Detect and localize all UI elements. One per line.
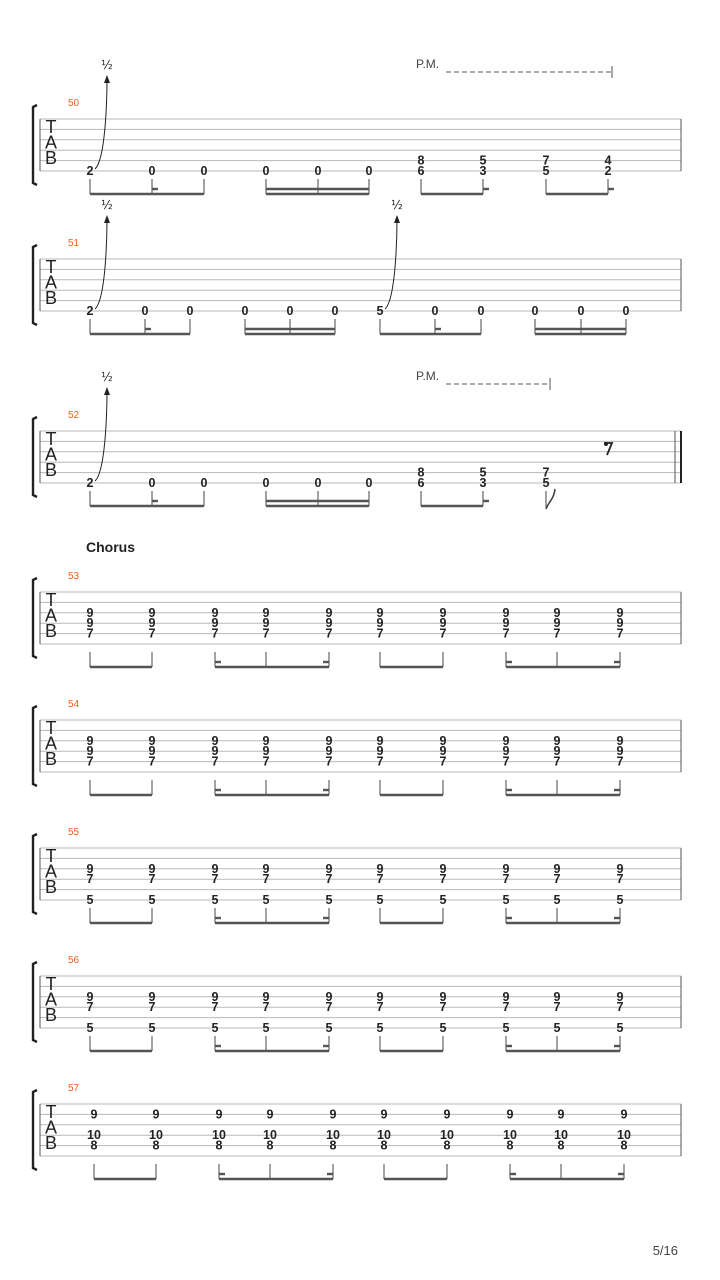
- fret-number: 5: [148, 893, 156, 907]
- fret-number: 3: [479, 476, 487, 490]
- fret-number: 9: [376, 861, 384, 876]
- fret-number: 7: [262, 754, 270, 769]
- palm-mute-label: P.M.: [416, 57, 440, 71]
- fret-number: 7: [376, 626, 384, 641]
- fret-number: 7: [439, 626, 447, 641]
- fret-number: 9: [325, 605, 333, 620]
- fret-number: 7: [376, 872, 384, 887]
- fret-number: 9: [90, 1107, 98, 1122]
- fret-number: 7: [86, 1000, 94, 1015]
- fret-number: 9: [553, 989, 561, 1004]
- fret-number: 9: [86, 989, 94, 1004]
- fret-number: 7: [542, 465, 550, 480]
- fret-number: 9: [439, 616, 447, 631]
- fret-number: 5: [376, 1021, 384, 1035]
- fret-number: 9: [325, 616, 333, 631]
- fret-number: 8: [380, 1138, 388, 1153]
- fret-number: 9: [380, 1107, 388, 1122]
- palm-mute-label: P.M.: [416, 369, 440, 383]
- fret-number: 7: [502, 754, 510, 769]
- fret-number: 0: [331, 304, 339, 318]
- fret-number: 6: [417, 476, 425, 490]
- system-bracket: [33, 706, 37, 786]
- fret-number: 0: [148, 164, 156, 178]
- fret-number: 0: [141, 304, 149, 318]
- fret-number: 7: [86, 872, 94, 887]
- fret-number: 7: [262, 1000, 270, 1015]
- fret-number: 8: [443, 1138, 451, 1153]
- fret-number: 9: [148, 744, 156, 759]
- fret-number: 9: [266, 1107, 274, 1122]
- page-number: 5/16: [652, 1243, 678, 1258]
- fret-number: 0: [241, 304, 249, 318]
- measure-number: 53: [68, 571, 80, 582]
- fret-number: 7: [376, 754, 384, 769]
- fret-number: 9: [439, 989, 447, 1004]
- fret-number: 9: [148, 861, 156, 876]
- fret-number: 10: [377, 1128, 391, 1143]
- fret-number: 5: [542, 164, 550, 178]
- fret-number: 9: [502, 616, 510, 631]
- fret-number: 7: [553, 754, 561, 769]
- tab-clef-letter: T: [45, 429, 57, 449]
- fret-number: 9: [211, 616, 219, 631]
- fret-number: 2: [86, 476, 94, 490]
- fret-number: 5: [502, 1021, 510, 1035]
- fret-number: 10: [617, 1128, 631, 1143]
- fret-number: 9: [262, 605, 270, 620]
- fret-number: 9: [211, 733, 219, 748]
- tab-system-53: [33, 539, 681, 667]
- tab-clef-letter: A: [44, 1117, 58, 1138]
- tab-system-50: [33, 57, 681, 194]
- system-bracket: [33, 105, 37, 185]
- fret-number: 5: [479, 153, 487, 168]
- tab-system-54: [33, 699, 681, 795]
- tab-clef-letter: T: [45, 1102, 57, 1122]
- bend-curve: [95, 79, 107, 169]
- fret-number: 9: [211, 744, 219, 759]
- fret-number: 5: [86, 893, 94, 907]
- fret-number: 5: [616, 1021, 624, 1035]
- fret-number: 0: [531, 304, 539, 318]
- fret-number: 9: [86, 616, 94, 631]
- fret-number: 5: [553, 1021, 561, 1035]
- note-flag: [546, 489, 555, 509]
- fret-number: 9: [211, 605, 219, 620]
- fret-number: 0: [431, 304, 439, 318]
- tab-clef-letter: T: [45, 974, 57, 994]
- fret-number: 0: [148, 476, 156, 490]
- fret-number: 9: [502, 733, 510, 748]
- fret-number: 5: [553, 893, 561, 907]
- fret-number: 9: [557, 1107, 565, 1122]
- fret-number: 3: [479, 164, 487, 178]
- fret-number: 9: [262, 744, 270, 759]
- fret-number: 9: [616, 861, 624, 876]
- tab-system-55: [33, 827, 681, 923]
- fret-number: 9: [553, 733, 561, 748]
- measure-number: 51: [68, 238, 80, 249]
- fret-number: 5: [262, 1021, 270, 1035]
- fret-number: 5: [439, 1021, 447, 1035]
- fret-number: 0: [314, 476, 322, 490]
- fret-number: 9: [325, 989, 333, 1004]
- fret-number: 9: [376, 744, 384, 759]
- fret-number: 7: [376, 1000, 384, 1015]
- tab-clef-letter: T: [45, 257, 57, 277]
- fret-number: 0: [365, 164, 373, 178]
- tab-clef-letter: A: [44, 733, 58, 754]
- fret-number: 8: [329, 1138, 337, 1153]
- system-bracket: [33, 962, 37, 1042]
- tab-clef-letter: A: [44, 132, 58, 153]
- fret-number: 9: [616, 733, 624, 748]
- fret-number: 0: [262, 476, 270, 490]
- fret-number: 7: [502, 872, 510, 887]
- fret-number: 10: [326, 1128, 340, 1143]
- fret-number: 5: [542, 476, 550, 490]
- fret-number: 5: [439, 893, 447, 907]
- tab-system-51: [33, 198, 681, 334]
- tab-clef-letter: A: [44, 861, 58, 882]
- fret-number: 10: [87, 1128, 101, 1143]
- fret-number: 8: [620, 1138, 628, 1153]
- fret-number: 0: [577, 304, 585, 318]
- tab-clef-letter: A: [44, 989, 58, 1010]
- fret-number: 9: [439, 605, 447, 620]
- tab-clef-letter: A: [44, 444, 58, 465]
- fret-number: 9: [325, 733, 333, 748]
- fret-number: 9: [215, 1107, 223, 1122]
- tab-clef-letter: T: [45, 846, 57, 866]
- measure-number: 52: [68, 410, 80, 421]
- fret-number: 9: [616, 605, 624, 620]
- fret-number: 7: [439, 1000, 447, 1015]
- fret-number: 7: [148, 872, 156, 887]
- fret-number: 9: [502, 989, 510, 1004]
- fret-number: 5: [376, 304, 384, 318]
- fret-number: 7: [502, 1000, 510, 1015]
- system-bracket: [33, 578, 37, 658]
- fret-number: 9: [502, 605, 510, 620]
- fret-number: 5: [148, 1021, 156, 1035]
- fret-number: 7: [211, 626, 219, 641]
- bend-curve: [95, 391, 107, 481]
- fret-number: 7: [325, 872, 333, 887]
- fret-number: 9: [148, 989, 156, 1004]
- fret-number: 9: [86, 861, 94, 876]
- fret-number: 8: [152, 1138, 160, 1153]
- measure-number: 57: [68, 1083, 80, 1094]
- fret-number: 9: [439, 861, 447, 876]
- fret-number: 0: [365, 476, 373, 490]
- fret-number: 0: [622, 304, 630, 318]
- fret-number: 2: [604, 164, 612, 178]
- fret-number: 9: [148, 605, 156, 620]
- fret-number: 9: [376, 616, 384, 631]
- fret-number: 10: [212, 1128, 226, 1143]
- fret-number: 9: [262, 616, 270, 631]
- fret-number: 9: [86, 733, 94, 748]
- measure-number: 56: [68, 955, 80, 966]
- bend-curve: [385, 219, 397, 309]
- fret-number: 7: [325, 626, 333, 641]
- section-label: Chorus: [86, 539, 135, 555]
- bend-arrowhead: [104, 387, 110, 395]
- fret-number: 9: [325, 861, 333, 876]
- fret-number: 5: [86, 1021, 94, 1035]
- fret-number: 7: [616, 1000, 624, 1015]
- fret-number: 7: [211, 754, 219, 769]
- fret-number: 9: [616, 616, 624, 631]
- fret-number: 4: [604, 153, 612, 168]
- fret-number: 9: [553, 605, 561, 620]
- fret-number: 7: [325, 754, 333, 769]
- fret-number: 5: [479, 465, 487, 480]
- fret-number: 0: [200, 476, 208, 490]
- fret-number: 9: [553, 616, 561, 631]
- fret-number: 9: [620, 1107, 628, 1122]
- fret-number: 9: [506, 1107, 514, 1122]
- system-bracket: [33, 417, 37, 497]
- bend-amount-label: ½: [101, 58, 113, 72]
- bend-curve: [95, 219, 107, 309]
- tab-system-57: [33, 1083, 681, 1179]
- fret-number: 7: [211, 1000, 219, 1015]
- bend-amount-label: ½: [391, 198, 403, 212]
- bend-arrowhead: [394, 215, 400, 223]
- fret-number: 0: [262, 164, 270, 178]
- fret-number: 9: [443, 1107, 451, 1122]
- tab-system-52: [33, 369, 681, 509]
- eighth-rest-dot: [604, 442, 608, 446]
- measure-number: 55: [68, 827, 80, 838]
- fret-number: 9: [325, 744, 333, 759]
- fret-number: 8: [557, 1138, 565, 1153]
- tab-clef-letter: B: [44, 460, 58, 480]
- fret-number: 5: [502, 893, 510, 907]
- fret-number: 7: [325, 1000, 333, 1015]
- fret-number: 0: [477, 304, 485, 318]
- fret-number: 7: [616, 754, 624, 769]
- fret-number: 7: [616, 872, 624, 887]
- measure-number: 50: [68, 98, 80, 109]
- fret-number: 9: [86, 744, 94, 759]
- fret-number: 5: [325, 893, 333, 907]
- tab-system-56: [33, 955, 681, 1051]
- fret-number: 7: [148, 754, 156, 769]
- bend-arrowhead: [104, 215, 110, 223]
- fret-number: 9: [616, 989, 624, 1004]
- fret-number: 10: [149, 1128, 163, 1143]
- fret-number: 9: [616, 744, 624, 759]
- tab-clef-letter: A: [44, 272, 58, 293]
- fret-number: 10: [503, 1128, 517, 1143]
- fret-number: 2: [86, 304, 94, 318]
- tab-clef-letter: T: [45, 590, 57, 610]
- measure-number: 54: [68, 699, 80, 710]
- tab-clef-letter: B: [44, 1133, 58, 1153]
- fret-number: 5: [211, 893, 219, 907]
- tab-clef-letter: T: [45, 117, 57, 137]
- bend-amount-label: ½: [101, 370, 113, 384]
- fret-number: 5: [616, 893, 624, 907]
- system-bracket: [33, 1090, 37, 1170]
- fret-number: 9: [502, 744, 510, 759]
- fret-number: 10: [440, 1128, 454, 1143]
- fret-number: 9: [376, 989, 384, 1004]
- tab-clef-letter: B: [44, 148, 58, 168]
- tab-clef-letter: B: [44, 877, 58, 897]
- fret-number: 7: [148, 626, 156, 641]
- fret-number: 9: [376, 733, 384, 748]
- fret-number: 7: [262, 626, 270, 641]
- fret-number: 0: [286, 304, 294, 318]
- fret-number: 8: [266, 1138, 274, 1153]
- fret-number: 7: [439, 754, 447, 769]
- fret-number: 9: [553, 744, 561, 759]
- fret-number: 9: [211, 861, 219, 876]
- tab-clef-letter: B: [44, 1005, 58, 1025]
- fret-number: 7: [553, 626, 561, 641]
- tab-clef-letter: B: [44, 749, 58, 769]
- fret-number: 7: [553, 872, 561, 887]
- fret-number: 7: [616, 626, 624, 641]
- fret-number: 9: [439, 733, 447, 748]
- fret-number: 8: [417, 153, 425, 168]
- fret-number: 7: [542, 153, 550, 168]
- fret-number: 8: [90, 1138, 98, 1153]
- fret-number: 7: [211, 872, 219, 887]
- fret-number: 0: [314, 164, 322, 178]
- fret-number: 0: [200, 164, 208, 178]
- tab-clef-letter: B: [44, 621, 58, 641]
- fret-number: 9: [148, 616, 156, 631]
- fret-number: 9: [152, 1107, 160, 1122]
- fret-number: 8: [506, 1138, 514, 1153]
- fret-number: 8: [215, 1138, 223, 1153]
- tab-clef-letter: B: [44, 288, 58, 308]
- fret-number: 7: [439, 872, 447, 887]
- fret-number: 7: [502, 626, 510, 641]
- fret-number: 5: [325, 1021, 333, 1035]
- fret-number: 9: [211, 989, 219, 1004]
- fret-number: 5: [211, 1021, 219, 1035]
- fret-number: 9: [502, 861, 510, 876]
- fret-number: 10: [263, 1128, 277, 1143]
- fret-number: 9: [148, 733, 156, 748]
- fret-number: 9: [329, 1107, 337, 1122]
- fret-number: 5: [376, 893, 384, 907]
- fret-number: 9: [86, 605, 94, 620]
- fret-number: 0: [186, 304, 194, 318]
- fret-number: 5: [262, 893, 270, 907]
- fret-number: 9: [439, 744, 447, 759]
- fret-number: 7: [553, 1000, 561, 1015]
- bend-amount-label: ½: [101, 198, 113, 212]
- fret-number: 9: [262, 733, 270, 748]
- system-bracket: [33, 245, 37, 325]
- fret-number: 9: [262, 989, 270, 1004]
- fret-number: 9: [553, 861, 561, 876]
- fret-number: 9: [376, 605, 384, 620]
- fret-number: 6: [417, 164, 425, 178]
- bend-arrowhead: [104, 75, 110, 83]
- fret-number: 7: [86, 754, 94, 769]
- fret-number: 10: [554, 1128, 568, 1143]
- fret-number: 9: [262, 861, 270, 876]
- tab-clef-letter: T: [45, 718, 57, 738]
- fret-number: 7: [262, 872, 270, 887]
- fret-number: 7: [148, 1000, 156, 1015]
- fret-number: 7: [86, 626, 94, 641]
- fret-number: 8: [417, 465, 425, 480]
- tab-clef-letter: A: [44, 605, 58, 626]
- system-bracket: [33, 834, 37, 914]
- fret-number: 2: [86, 164, 94, 178]
